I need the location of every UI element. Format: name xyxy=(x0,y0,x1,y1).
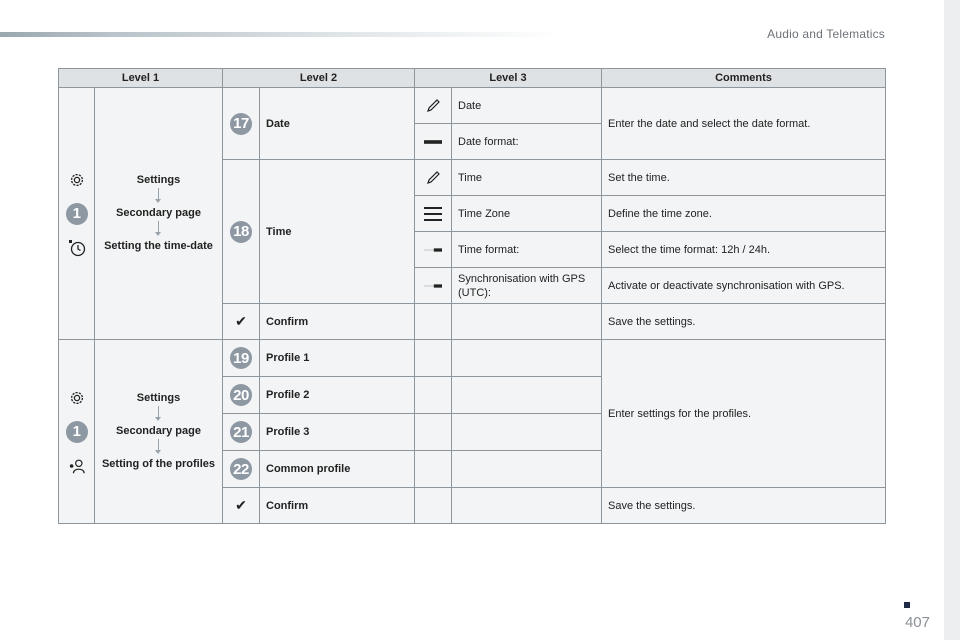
empty-cell xyxy=(415,340,452,377)
level1-icons-cell xyxy=(59,88,95,340)
level3-icon-cell xyxy=(415,196,452,232)
empty-cell xyxy=(452,451,602,488)
level3-time-zone-label: Time Zone xyxy=(452,196,602,232)
callout-badge: 17 xyxy=(230,113,252,135)
level2-profile3-label: Profile 3 xyxy=(260,414,415,451)
level3-date-label: Date xyxy=(452,88,602,124)
callout-badge: 1 xyxy=(66,203,88,225)
empty-cell xyxy=(415,488,452,524)
level3-date-format-label: Date format: xyxy=(452,124,602,160)
level2-profile1-label: Profile 1 xyxy=(260,340,415,377)
table-header-row xyxy=(59,69,886,88)
callout-badge: 1 xyxy=(66,421,88,443)
pencil-icon xyxy=(424,169,442,187)
path-step-settings: Settings xyxy=(136,174,181,186)
comment-profiles: Enter settings for the profiles. xyxy=(602,340,886,488)
table-row xyxy=(59,88,886,124)
level2-confirm-label: Confirm xyxy=(260,304,415,340)
level1-path-cell xyxy=(95,88,223,340)
level1-path-cell xyxy=(95,340,223,524)
clock-icon xyxy=(68,239,86,257)
callout-badge: 22 xyxy=(230,458,252,480)
callout-badge: 18 xyxy=(230,221,252,243)
path-step-secondary-page: Secondary page xyxy=(116,425,201,437)
comment-gps-sync: Activate or deactivate synchronisation with GPS. xyxy=(602,268,886,304)
page-number: 407 xyxy=(904,614,930,631)
level2-profile2-label: Profile 2 xyxy=(260,377,415,414)
settings-gear-icon xyxy=(68,389,86,407)
callout-badge: 21 xyxy=(230,421,252,443)
level3-icon-cell xyxy=(415,232,452,268)
toggle-icon xyxy=(424,277,442,295)
path-step-setting-profiles: Setting of the profiles xyxy=(101,458,216,470)
down-arrow-icon xyxy=(158,221,159,233)
level2-badge-cell xyxy=(223,377,260,414)
header-accent-bar xyxy=(0,32,560,37)
column-header-level1: Level 1 xyxy=(59,69,223,88)
path-step-settings: Settings xyxy=(136,392,181,404)
page-marker xyxy=(904,602,910,608)
confirm-check-cell xyxy=(223,304,260,340)
checkmark-icon: ✔ xyxy=(235,313,247,329)
profile-icon xyxy=(68,457,86,475)
empty-cell xyxy=(415,304,452,340)
level2-confirm-label: Confirm xyxy=(260,488,415,524)
column-header-comments: Comments xyxy=(602,69,886,88)
level2-badge-cell xyxy=(223,414,260,451)
column-header-level2: Level 2 xyxy=(223,69,415,88)
empty-cell xyxy=(415,451,452,488)
level3-icon-cell xyxy=(415,268,452,304)
down-arrow-icon xyxy=(158,406,159,418)
list-icon xyxy=(424,205,442,223)
callout-badge: 19 xyxy=(230,347,252,369)
pencil-icon xyxy=(424,97,442,115)
empty-cell xyxy=(452,340,602,377)
settings-table xyxy=(58,68,886,524)
comment-date: Enter the date and select the date format. xyxy=(602,88,886,160)
settings-gear-icon xyxy=(68,171,86,189)
level2-badge-cell xyxy=(223,340,260,377)
toggle-icon xyxy=(424,241,442,259)
empty-cell xyxy=(415,377,452,414)
comment-confirm: Save the settings. xyxy=(602,488,886,524)
confirm-check-cell xyxy=(223,488,260,524)
table-row xyxy=(59,340,886,377)
format-bar-icon xyxy=(424,133,442,151)
level3-icon-cell xyxy=(415,88,452,124)
level3-time-label: Time xyxy=(452,160,602,196)
level3-time-format-label: Time format: xyxy=(452,232,602,268)
checkmark-icon: ✔ xyxy=(235,497,247,513)
comment-time-zone: Define the time zone. xyxy=(602,196,886,232)
down-arrow-icon xyxy=(158,439,159,451)
section-title: Audio and Telematics xyxy=(767,27,885,41)
level1-icons-cell xyxy=(59,340,95,524)
level2-common-profile-label: Common profile xyxy=(260,451,415,488)
comment-time: Set the time. xyxy=(602,160,886,196)
down-arrow-icon xyxy=(158,188,159,200)
comment-time-format: Select the time format: 12h / 24h. xyxy=(602,232,886,268)
level2-time-label: Time xyxy=(260,160,415,304)
empty-cell xyxy=(452,377,602,414)
empty-cell xyxy=(415,414,452,451)
empty-cell xyxy=(452,414,602,451)
empty-cell xyxy=(452,488,602,524)
column-header-level3: Level 3 xyxy=(415,69,602,88)
comment-confirm: Save the settings. xyxy=(602,304,886,340)
empty-cell xyxy=(452,304,602,340)
page-edge-strip xyxy=(944,0,960,640)
path-step-secondary-page: Secondary page xyxy=(116,207,201,219)
level3-icon-cell xyxy=(415,160,452,196)
level2-badge-cell xyxy=(223,88,260,160)
level3-gps-sync-label: Synchronisation with GPS (UTC): xyxy=(452,268,602,304)
level3-icon-cell xyxy=(415,124,452,160)
level2-badge-cell xyxy=(223,451,260,488)
path-step-setting-time-date: Setting the time-date xyxy=(104,240,213,252)
level2-badge-cell xyxy=(223,160,260,304)
level2-date-label: Date xyxy=(260,88,415,160)
callout-badge: 20 xyxy=(230,384,252,406)
